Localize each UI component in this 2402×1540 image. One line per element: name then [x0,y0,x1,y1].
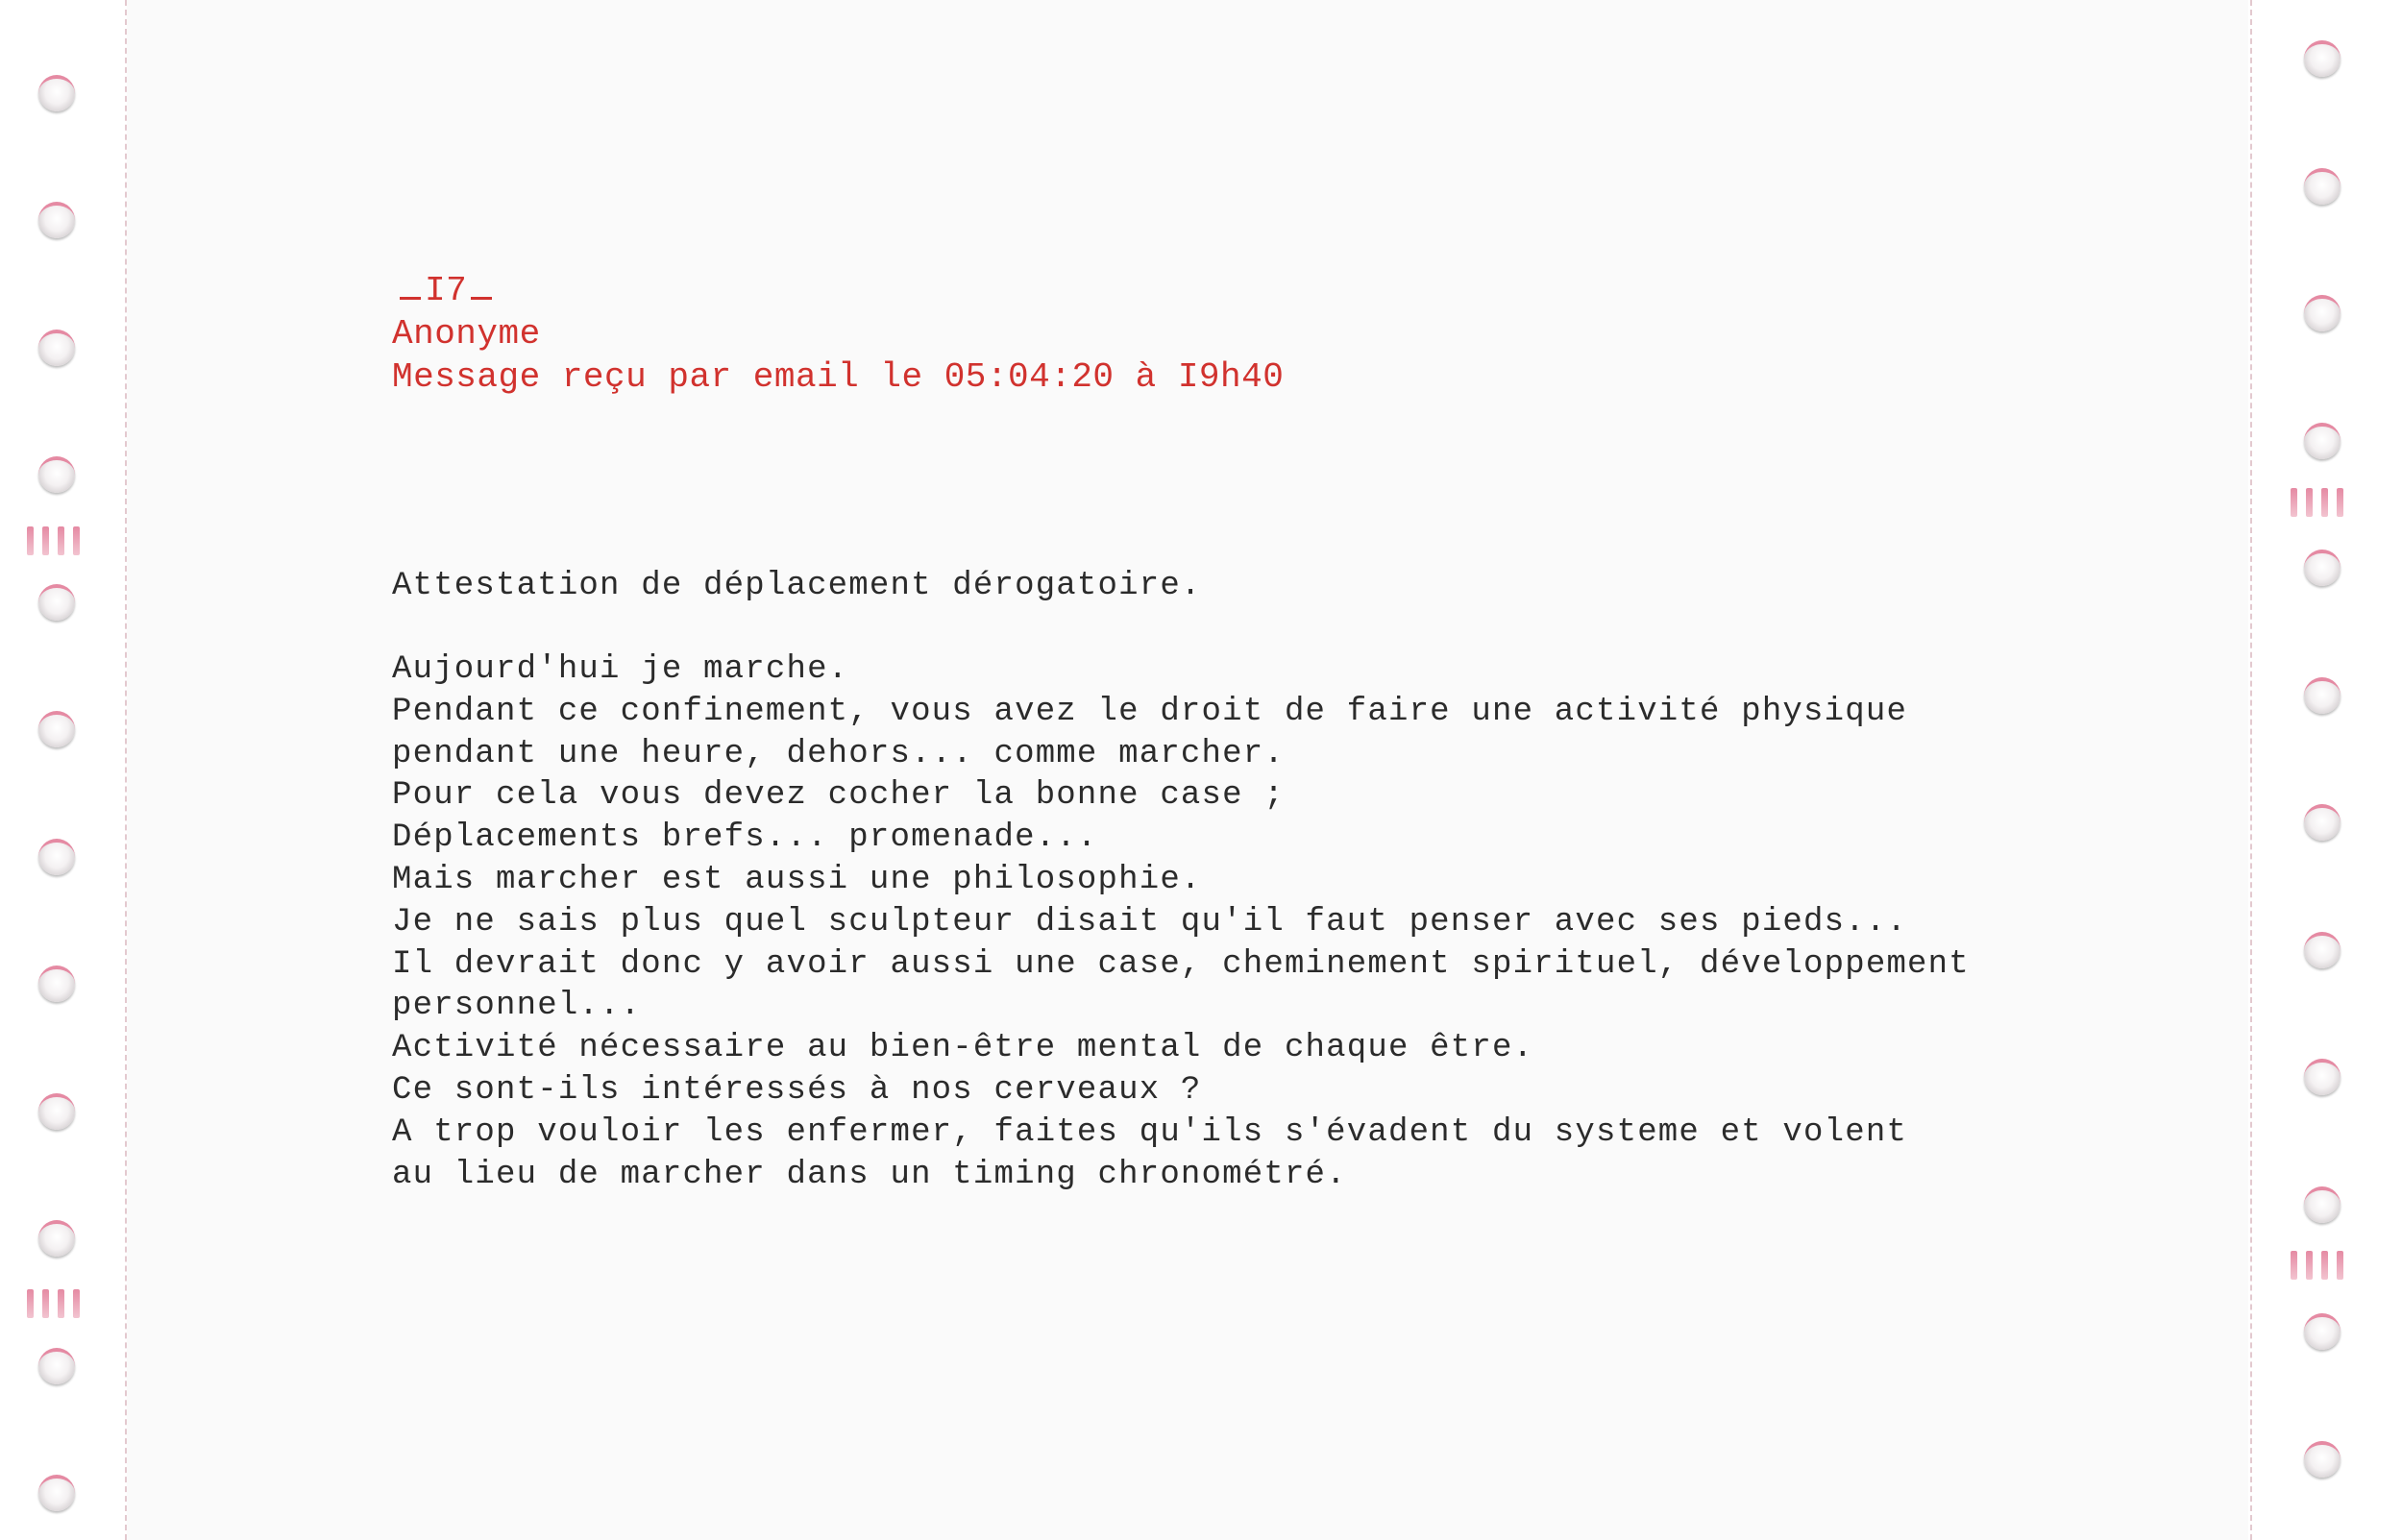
received-info: Message reçu par email le 05:04:20 à I9h40 [392,357,1285,397]
feed-hole [2304,804,2341,841]
author-name: Anonyme [392,314,541,354]
perforation-ticks [2291,1251,2358,1280]
feed-hole [38,1475,75,1511]
right-perforation-line [2250,0,2252,1540]
feed-hole [2304,932,2341,968]
perforation-ticks [27,1289,94,1318]
feed-hole [38,75,75,111]
feed-hole [38,584,75,621]
feed-hole [38,711,75,747]
underline-mark [400,297,421,300]
feed-hole [38,1093,75,1130]
letter-body [392,565,1970,1196]
body-line: Mais marcher est aussi une philosophie. [392,861,1202,898]
page-number-text: I7 [425,271,468,310]
body-line: Il devrait donc y avoir aussi une case, cheminement spirituel, développement [392,945,1970,983]
feed-hole [38,456,75,493]
feed-hole [38,839,75,875]
body-line: Je ne sais plus quel sculpteur disait qu'il faut penser avec ses pieds... [392,903,1908,941]
right-tractor-margin [2248,0,2402,1540]
feed-hole [2304,1313,2341,1350]
page-number [392,269,1284,312]
left-perforation-line [125,0,127,1540]
body-line: Déplacements brefs... promenade... [392,819,1098,857]
body-line: Pour cela vous devez cocher la bonne case ; [392,777,1285,815]
feed-hole [2304,1059,2341,1095]
letter-title: Attestation de déplacement dérogatoire. [392,568,1202,604]
feed-hole [2304,40,2341,77]
body-line: personnel... [392,988,642,1025]
body-line: Ce sont-ils intéressés à nos cerveaux ? [392,1071,1202,1109]
body-line: au lieu de marcher dans un timing chronométré. [392,1156,1347,1193]
feed-hole [2304,168,2341,205]
feed-hole [38,1220,75,1257]
body-line: pendant une heure, dehors... comme marcher. [392,735,1285,772]
letter-header [392,269,1284,399]
feed-hole [2304,1186,2341,1223]
feed-hole [2304,550,2341,586]
body-line: Pendant ce confinement, vous avez le droit de faire une activité physique [392,693,1908,730]
feed-hole [38,202,75,238]
feed-hole [2304,423,2341,459]
feed-hole [2304,1441,2341,1478]
underline-mark [471,297,492,300]
feed-hole [2304,295,2341,331]
body-line: Aujourd'hui je marche. [392,651,849,688]
feed-hole [2304,677,2341,714]
perforation-ticks [2291,488,2358,517]
body-line: A trop vouloir les enfermer, faites qu'ils s'évadent du systeme et volent [392,1113,1908,1151]
perforation-ticks [27,526,94,555]
feed-hole [38,966,75,1002]
feed-hole [38,1348,75,1384]
body-line: Activité nécessaire au bien-être mental de chaque être. [392,1030,1534,1067]
feed-hole [38,330,75,366]
